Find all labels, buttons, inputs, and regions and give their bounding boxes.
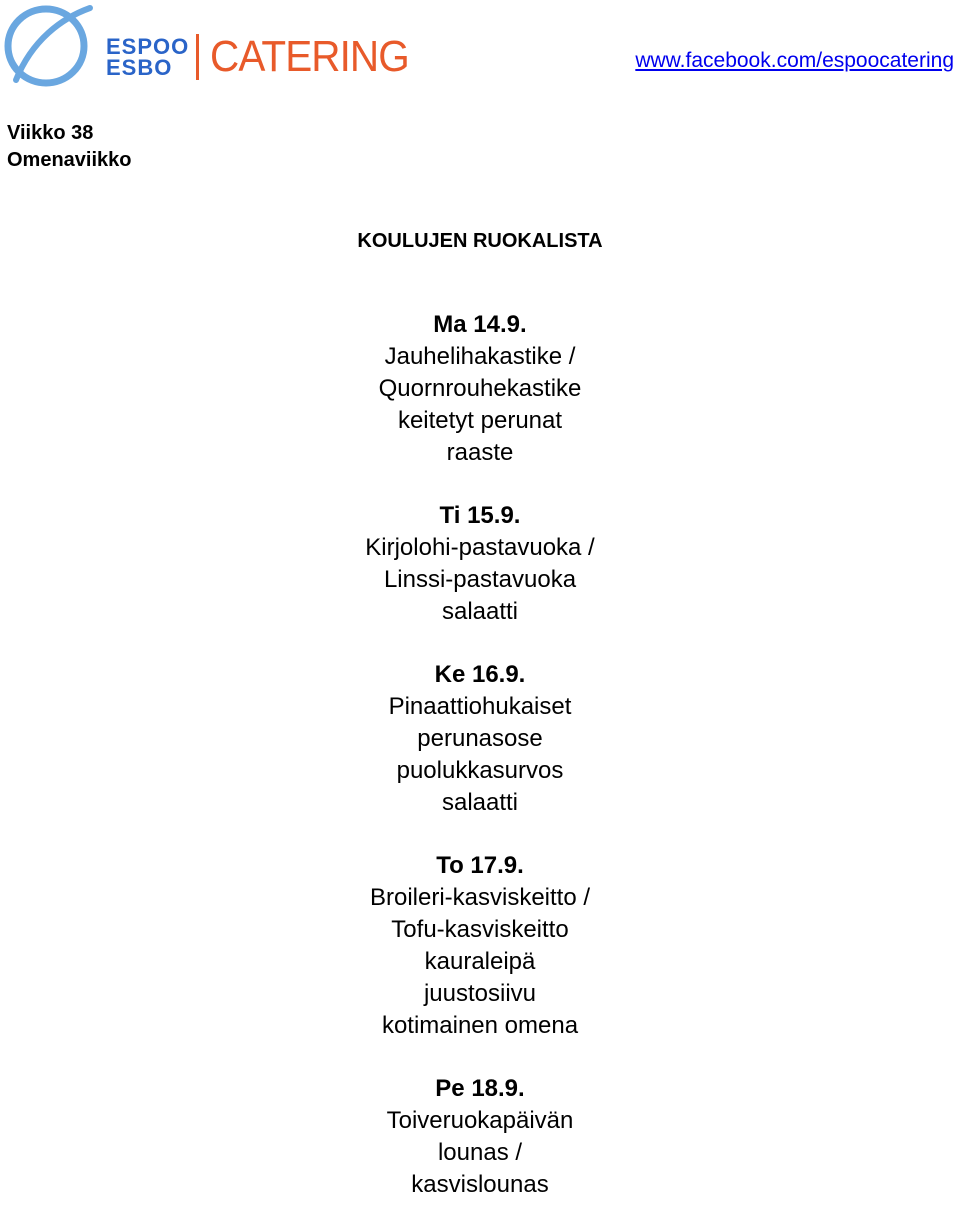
dish-item: puolukkasurvos	[396, 757, 564, 784]
dish-item: kotimainen omena	[381, 1012, 579, 1039]
day-date: Ti 15.9.	[439, 502, 521, 529]
menu-day-tuesday	[0, 500, 960, 628]
day-date: Pe 18.9.	[435, 1075, 525, 1102]
logo-city-line2: ESBO	[106, 55, 173, 80]
dish-item: Kirjolohi-pastavuoka /	[365, 534, 595, 561]
dish-item: Broileri-kasviskeitto /	[369, 884, 591, 911]
week-number: Viikko 38	[7, 122, 94, 144]
dish-item: raaste	[446, 439, 514, 466]
dish-item: Tofu-kasviskeitto	[391, 916, 569, 943]
espoo-logo-icon	[2, 0, 94, 92]
facebook-link[interactable]: www.facebook.com/espoocatering	[635, 49, 954, 72]
logo-divider	[196, 34, 199, 80]
logo-city-name	[106, 34, 190, 80]
menu-title: KOULUJEN RUOKALISTA	[357, 230, 603, 252]
dish-item: kauraleipä	[424, 948, 536, 975]
dish-item: keitetyt perunat	[397, 407, 563, 434]
dish-item: Linssi-pastavuoka	[383, 566, 577, 593]
menu-day-friday	[0, 1073, 960, 1201]
dish-item: perunasose	[417, 725, 543, 752]
dish-item: Quornrouhekastike	[378, 375, 582, 402]
menu-day-wednesday	[0, 659, 960, 819]
day-date: Ma 14.9.	[433, 311, 527, 338]
dish-item: juustosiivu	[423, 980, 537, 1007]
dish-item: kasvislounas	[411, 1171, 549, 1198]
dish-item: salaatti	[441, 789, 519, 816]
logo-brand-text: CATERING	[210, 32, 409, 81]
menu-day-thursday	[0, 850, 960, 1042]
dish-item: lounas /	[437, 1139, 523, 1166]
week-info	[7, 120, 132, 174]
dish-item: Toiveruokapäivän	[386, 1107, 574, 1134]
day-date: Ke 16.9.	[434, 661, 526, 688]
dish-item: salaatti	[441, 598, 519, 625]
dish-item: Pinaattiohukaiset	[388, 693, 572, 720]
dish-item: Jauhelihakastike /	[384, 343, 576, 370]
week-theme: Omenaviikko	[7, 149, 132, 171]
day-date: To 17.9.	[436, 852, 524, 879]
logo-city-line1: ESPOO	[106, 34, 190, 59]
menu-list	[0, 309, 960, 1232]
menu-day-monday	[0, 309, 960, 469]
